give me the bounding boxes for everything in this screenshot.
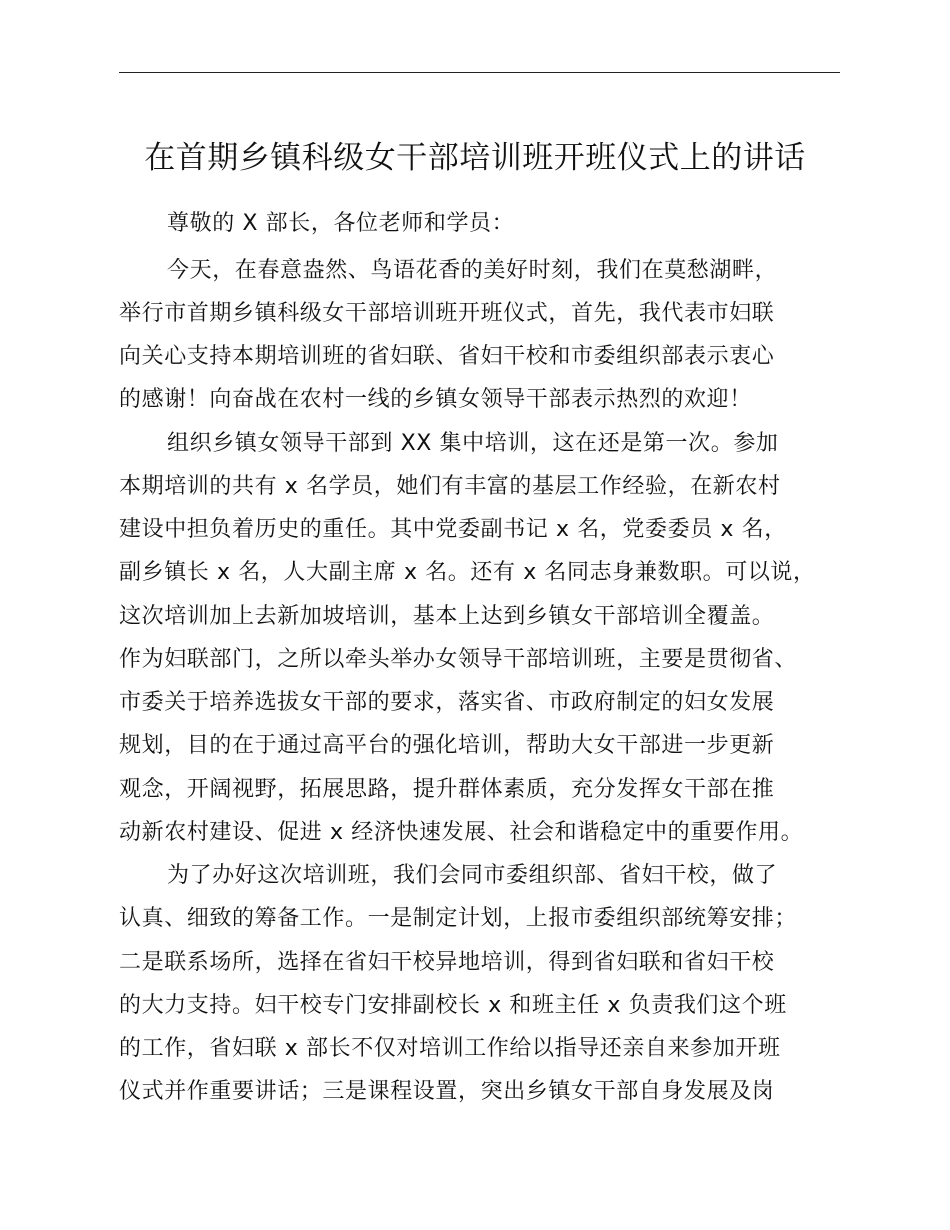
paragraph-line: 动新农村建设、促进 x 经济快速发展、社会和谐稳定中的重要作用。 — [119, 820, 804, 845]
paragraph-line: 建设中担负着历史的重任。其中党委副书记 x 名，党委委员 x 名， — [119, 517, 787, 542]
paragraph-line: 作为妇联部门，之所以牵头举办女领导干部培训班，主要是贯彻省、 — [119, 647, 798, 672]
paragraph-line: 观念，开阔视野，拓展思路，提升群体素质，充分发挥女干部在推 — [119, 777, 775, 802]
paragraph-line: 副乡镇长 x 名，人大副主席 x 名。还有 x 名同志身兼数职。可以说， — [119, 560, 816, 585]
paragraph-line: 市委关于培养选拔女干部的要求，落实省、市政府制定的妇女发展 — [119, 690, 775, 715]
salutation-line: 尊敬的 X 部长，各位老师和学员： — [167, 211, 515, 236]
paragraph-line: 规划，目的在于通过高平台的强化培训，帮助大女干部进一步更新 — [119, 733, 775, 758]
paragraph-line: 二是联系场所，选择在省妇干校异地培训，得到省妇联和省妇干校 — [119, 950, 775, 975]
paragraph-line: 认真、细致的筹备工作。一是制定计划，上报市委组织部统筹安排； — [119, 906, 798, 931]
paragraph-line: 的感谢！向奋战在农村一线的乡镇女领导干部表示热烈的欢迎！ — [119, 387, 752, 412]
paragraph-line: 的大力支持。妇干校专门安排副校长 x 和班主任 x 负责我们这个班 — [119, 993, 787, 1018]
paragraph-line: 为了办好这次培训班，我们会同市委组织部、省妇干校，做了 — [167, 863, 778, 888]
header-rule — [119, 72, 840, 73]
paragraph-line: 向关心支持本期培训班的省妇联、省妇干校和市委组织部表示衷心 — [119, 344, 775, 369]
document-title: 在首期乡镇科级女干部培训班开班仪式上的讲话 — [144, 140, 806, 176]
paragraph-line: 今天，在春意盎然、鸟语花香的美好时刻，我们在莫愁湖畔， — [167, 258, 778, 283]
paragraph-line: 这次培训加上去新加坡培训，基本上达到乡镇女干部培训全覆盖。 — [119, 604, 775, 629]
paragraph-line: 组织乡镇女领导干部到 XX 集中培训，这在还是第一次。参加 — [167, 431, 779, 456]
paragraph-line: 本期培训的共有 x 名学员，她们有丰富的基层工作经验，在新农村 — [119, 474, 781, 499]
paragraph-line: 仪式并作重要讲话；三是课程设置，突出乡镇女干部自身发展及岗 — [119, 1079, 775, 1104]
paragraph-line: 的工作，省妇联 x 部长不仅对培训工作给以指导还亲自来参加开班 — [119, 1036, 781, 1061]
paragraph-line: 举行市首期乡镇科级女干部培训班开班仪式，首先，我代表市妇联 — [119, 301, 775, 326]
